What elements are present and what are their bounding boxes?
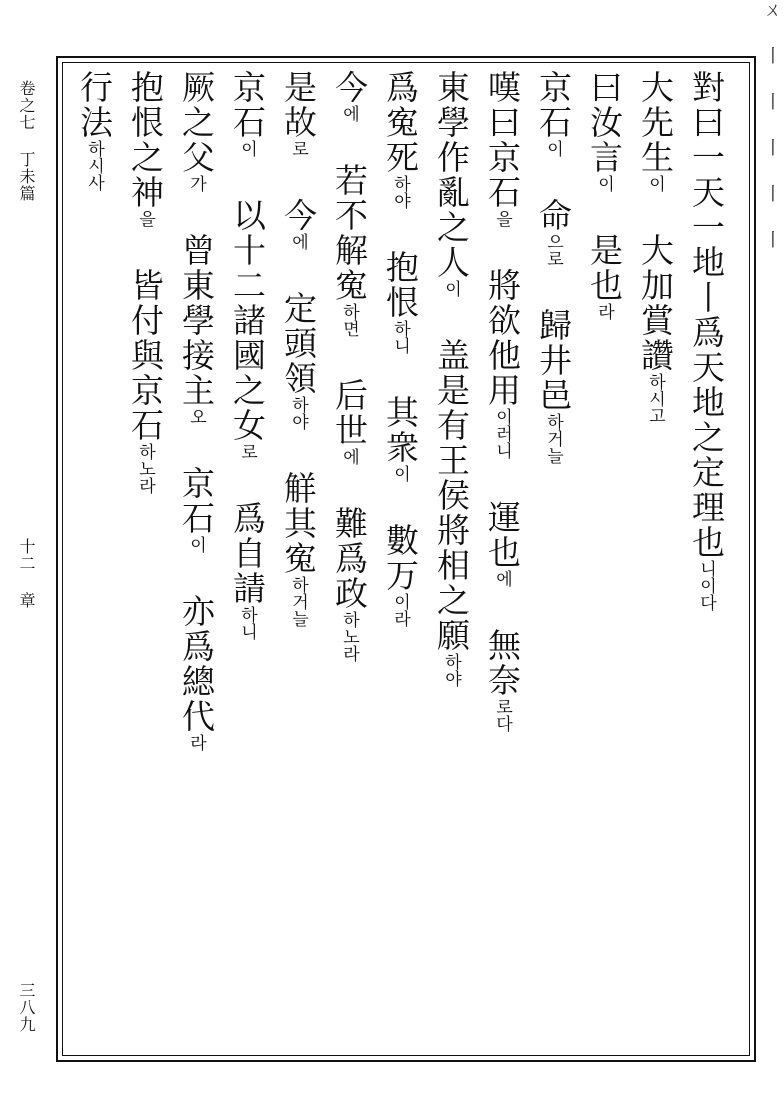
- text-column: [126, 70, 165, 494]
- hanja-text: 京石: [534, 70, 573, 140]
- hangul-annotation: 이라: [390, 593, 410, 627]
- hanja-text: 京石: [177, 425, 216, 536]
- hanja-text: 今: [330, 70, 369, 105]
- hanja-text: 行法: [75, 70, 114, 140]
- hanja-text: 運也: [483, 459, 522, 570]
- hanja-text: 東學作亂之人: [432, 70, 471, 280]
- text-column: [330, 70, 369, 662]
- hanja-text: 曾東學接主: [177, 192, 216, 408]
- hanja-text: 其衆: [381, 354, 420, 465]
- text-column: [75, 70, 114, 191]
- margin-volume-label: 卷之七 丁未篇: [17, 80, 36, 202]
- hangul-annotation: 로: [288, 140, 308, 157]
- hangul-annotation: 하거늘: [288, 576, 308, 627]
- hangul-annotation: 이: [441, 280, 461, 297]
- hanja-text: 抱恨之神: [126, 70, 165, 210]
- right-edge-fragment: ㄨ丨丨丨丨丨: [761, 0, 782, 276]
- hangul-annotation: 오: [186, 408, 206, 425]
- hanja-text: 以十二諸國之女: [228, 157, 267, 443]
- text-column: [177, 70, 216, 751]
- hanja-text: 抱恨: [381, 209, 420, 320]
- hangul-annotation: 이: [390, 465, 410, 482]
- hangul-annotation: 하니: [237, 606, 257, 640]
- hangul-annotation: 하노라: [135, 443, 155, 494]
- text-column: [534, 70, 573, 464]
- hangul-annotation: 로: [237, 443, 257, 460]
- hanja-text: 爲自請: [228, 460, 267, 606]
- text-column: [483, 70, 522, 732]
- hanja-text: 大先生: [636, 70, 675, 175]
- hangul-annotation: 하시고: [645, 373, 665, 424]
- hanja-text: 是故: [279, 70, 318, 140]
- hangul-annotation: 이: [594, 175, 614, 192]
- hangul-annotation: 에: [339, 105, 359, 122]
- hanja-text: 亦爲總代: [177, 553, 216, 734]
- hangul-annotation: 라: [186, 734, 206, 751]
- hanja-text: 大加賞讚: [636, 192, 675, 373]
- hanja-text: 定頭領: [279, 250, 318, 396]
- hangul-annotation: 하야: [441, 653, 461, 687]
- margin-chapter-label: 十二 章: [17, 538, 36, 609]
- hanja-text: 后世: [330, 337, 369, 448]
- hangul-annotation: 이: [645, 175, 665, 192]
- hanja-text: 命: [534, 157, 573, 233]
- hanja-text: 盖是有王侯將相之願: [432, 297, 471, 653]
- hanja-text: 歸井邑: [534, 267, 573, 413]
- hangul-annotation: 하면: [339, 303, 359, 337]
- hangul-annotation: 하거늘: [543, 413, 563, 464]
- hangul-annotation: 으로: [543, 233, 563, 267]
- hanja-text: 爲寃死: [381, 70, 420, 175]
- hanja-text: 曰汝言: [585, 70, 624, 175]
- hangul-annotation: 에: [339, 448, 359, 465]
- text-column: [585, 70, 624, 320]
- text-column: [636, 70, 675, 424]
- hangul-annotation: 가: [186, 175, 206, 192]
- hangul-annotation: 이러니: [492, 408, 512, 459]
- hanja-text: 觧其寃: [279, 430, 318, 576]
- hanja-text: 對曰一天一地丨爲天地之定理也: [687, 70, 726, 560]
- hangul-annotation: 을: [492, 210, 512, 227]
- hangul-annotation: 하야: [390, 175, 410, 209]
- hanja-text: 若不解寃: [330, 122, 369, 303]
- hangul-annotation: 이: [186, 536, 206, 553]
- hangul-annotation: 에: [288, 233, 308, 250]
- hanja-text: 厥之父: [177, 70, 216, 175]
- text-column: [228, 70, 267, 640]
- text-column: [381, 70, 420, 627]
- hanja-text: 將欲他用: [483, 227, 522, 408]
- hanja-text: 難爲政: [330, 465, 369, 611]
- hangul-annotation: 로다: [492, 698, 512, 732]
- text-column: [279, 70, 318, 627]
- hanja-text: 京石: [228, 70, 267, 140]
- hanja-text: 今: [279, 157, 318, 233]
- hangul-annotation: 이: [237, 140, 257, 157]
- hanja-text: 無奈: [483, 587, 522, 698]
- hanja-text: 是也: [585, 192, 624, 303]
- hangul-annotation: 하야: [288, 396, 308, 430]
- hangul-annotation: 하니: [390, 320, 410, 354]
- hanja-text: 數万: [381, 482, 420, 593]
- hangul-annotation: 니이다: [696, 560, 716, 611]
- hangul-annotation: 을: [135, 210, 155, 227]
- hangul-annotation: 라: [594, 303, 614, 320]
- hangul-annotation: 하노라: [339, 611, 359, 662]
- hanja-text: 皆付與京石: [126, 227, 165, 443]
- hangul-annotation: 이: [543, 140, 563, 157]
- margin-page-number: 三八九: [17, 982, 36, 1033]
- text-column: [432, 70, 471, 687]
- hangul-annotation: 하시사: [84, 140, 104, 191]
- hanja-text: 嘆曰京石: [483, 70, 522, 210]
- text-column: [687, 70, 726, 611]
- hangul-annotation: 에: [492, 570, 512, 587]
